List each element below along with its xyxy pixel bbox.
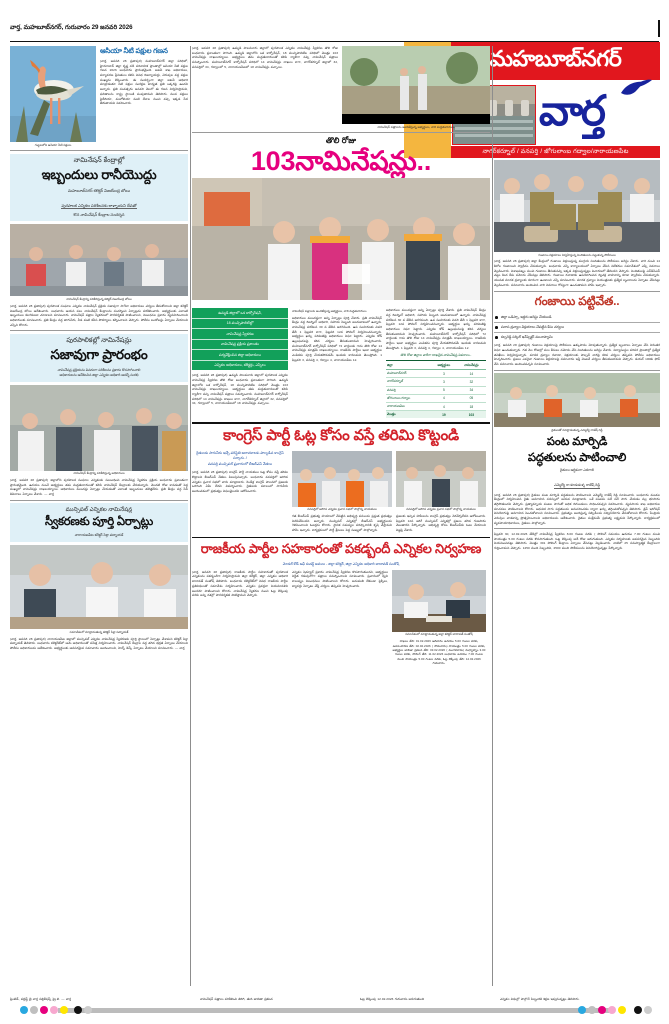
divider	[10, 500, 188, 501]
banner1-sub1: రైతులకు సాగునీరు ఇచ్చే పరిస్థితి అరాచకాలకు పాల్పడిన కాంగ్రెస్ సర్కారు..!	[196, 450, 284, 460]
divider	[192, 132, 490, 133]
banner2-rule	[192, 537, 490, 538]
divider	[10, 150, 188, 151]
story3-kicker: పురపాలికల్లో నామినేషన్లు	[66, 336, 132, 344]
center-top-photo	[342, 46, 490, 124]
center-body-c: అధికారులు ముందస్తుగా అన్ని ఏర్పాట్లు పూర్తి చేశారు. ప్రతి నామినేషన్ కేంద్రం వద్ద రిటర్నింగ్ అధికారి, సహాయ సిబ్బంది అందుబాటులో ఉన్నారు. నామినేషన్ల పరిశీలన 30 వ తేదీన జరగనుంది. ఉప సంహరణకు చివరి తేదీ 1 ఫిబ్రవరి కాగా, ఫిబ్రవరి 12న పోలింగ్ నిర్వహించనున్నారు. అభ్యర్థుల ఖర్చు పరిమితిపై అధికారులు నిఘా పెట్టారు. ఎన్నికల కోడ్ ఉల్లంఘనలపై కఠిన చర్యలు తీసుకుంటామని హెచ్చరించారు. మహబూబ్‌నగర్ కార్పోరేషన్ పరిధిలో 72 వార్డులకు గాను తొలి రోజు 14 నామినేషన్లు మాత్రమే దాఖలయ్యాయి. రాజకీయ పార్టీలు ఇంకా అభ్యర్థుల ఎంపికను పూర్తి చేయకపోవడమే ఇందుకు కారణమని తెలుస్తోంది. 1 ఫిబ్రవరి 3, వనపర్తి 4, గద్వాల 4, నారాయణపేట 12.	[386, 308, 486, 350]
dateline: వార్త, మహబూబ్‌నగర్, గురువారం 29 జనవరి 2026	[10, 24, 133, 31]
cell-district: నాగర్‌కర్నూల్	[386, 378, 431, 386]
story4-photo	[10, 545, 188, 629]
banner1-photo2-caption: వనపర్తిలో జరిగిన ఎన్నికల ప్రచార సభలో పాల్గొన్న నాయకులు	[406, 507, 476, 512]
farm-headline-l2: పద్ధతులను పాటించాలి	[527, 451, 627, 464]
cell-candidates: 3	[431, 370, 457, 378]
banner1-photo-art	[292, 451, 392, 507]
story2-photo-art	[10, 224, 188, 296]
banner1-photo	[292, 451, 392, 507]
center-body-a: (వార్త, జనవరి 28 ప్రతాపుర) ఉమ్మడి పాలమూరు జిల్లాలో పురపాలక ఎన్నికల నామినేషన్ల స్వీకరణ తొలి రోజు బుధవారం ప్రశాంతంగా సాగింది. ఉమ్మడి జిల్లాలోని ఒక కార్పోరేషన్, 18 మున్సిపాలిటీల పరిధిలో మొత్తం 103 నామినేషన్లు దాఖలయ్యాయి. అభ్యర్థులు తమ మద్దతుదారులతో కలిసి ర్యాలీగా వచ్చి నామినేషన్ పత్రాలు సమర్పించారు. మహబూబ్‌నగర్ కార్పోరేషన్ పరిధిలో 14 నామినేషన్లు దాఖలు కాగా, నాగర్‌కర్నూల్ జిల్లాలో 32, వనపర్తిలో 34, గద్వాలలో 5, నారాయణపేటలో 18 నామినేషన్లు వచ్చాయి.	[192, 373, 288, 406]
banner2-photo-art	[392, 570, 486, 632]
black-dot-icon	[74, 1006, 82, 1014]
cell-district: నారాయణపేట	[386, 402, 431, 410]
table-row	[386, 378, 486, 386]
banner1-rule	[192, 422, 490, 423]
banner2-body-a: (వార్త, జనవరి 28 ప్రతాపుర) రాజకీయ పార్టీల సహకారంతో పురపాలక ఎన్నికలను పకడ్బందీగా నిర్వహిస్తామని జిల్లా కలెక్టర్, జిల్లా ఎన్నికల అధికారి బాదావత్ సంతోష్ తెలిపారు. బుధవారం కలెక్టరేట్‌లో వివిధ రాజకీయ పార్టీల ప్రతినిధులతో సమావేశం నిర్వహించారు. ఎన్నికల ప్రవర్తనా నియమావళిని అందరూ పాటించాలని కోరారు. నామినేషన్ల స్వీకరణ నుంచి ఓట్ల లెక్కింపు వరకు అన్ని దశల్లో పారదర్శకత పాటిస్తామని చెప్పారు.	[192, 569, 288, 598]
story2-sub1: మహబూబ్‌నగర్ కలెక్టర్ విజయేంద్ర బోయి	[67, 187, 131, 193]
greenbox-line-2: నామినేషన్ల స్వీకరణ	[192, 329, 288, 340]
banner2-body-b: ఎన్నికల షెడ్యూల్ ప్రకారం నామినేషన్ల స్వీకరణ కొనసాగుతుందని, అభ్యర్థులు నిర్ణీత గడువులోగా పత్రాలు సమర్పించాలని సూచించారు. ప్రచారంలో ధ్వని కాలుష్యం నిబంధనలు పాటించాలని కోరారు. అనుమతి లేకుండా ఫ్లెక్సీలు, బ్యానర్లు ఏర్పాటు చేస్తే చర్యలు తప్పవని హెచ్చరించారు.	[292, 569, 388, 588]
table-row	[386, 386, 486, 394]
cell-nominations: 34	[457, 386, 486, 394]
story2-kicker: నామినేషన్ కేంద్రాల్లో	[73, 156, 125, 164]
story3-block	[10, 334, 188, 382]
cell-district: జోగులాంబ గద్వాల	[386, 394, 431, 402]
stork-photo-art	[10, 46, 96, 142]
masthead-district: మహబూబ్‌నగర్	[489, 45, 622, 71]
center-headline: 103నామినేషన్లు..	[250, 145, 432, 176]
farm-tail: ఫిబ్రవరి 30, 12.02.2026 తేదీల్లో నామినేషన్ల స్వీకరణ 8.00 గంటల వరకు ( పోలింగ్ సమయం ఉదయం 7.00 గంటల నుంచి సాయంత్రం 5.00 గంటల వరకు కొనసాగుతుంది. ఓట్ల లెక్కింపు అదే రోజు జరుగుతుంది. ఎన్నికల నిర్వహణకు అవసరమైన సిబ్బందిని నియమించినట్లు తెలిపారు. మొత్తం 301 పోలింగ్ కేంద్రాలు ఏర్పాటు చేసినట్లు వెల్లడించారు. వాటిలో 25 సమస్యాత్మక కేంద్రాలుగా గుర్తించామని చెప్పారు. 1250 మంది సిబ్బందిని, 2500 మంది పోలీసులను వినియోగిస్తున్నట్లు పేర్కొన్నారు.	[494, 531, 660, 551]
table-total-row	[386, 411, 486, 419]
greenbox-line-1: 18 మున్సిపాలిటీల్లో	[192, 319, 288, 330]
ganja-bullet: జిల్లా ఒడిస్సా, ఇద్దరు అరెస్టు చేయబడి	[494, 313, 660, 323]
cell-district: మహబూబ్‌నగర్	[386, 370, 431, 378]
light-magenta-dot-icon-right	[608, 1006, 616, 1014]
black-dot-icon-right	[634, 1006, 642, 1014]
story3-body: (వార్త, జనవరి 28 ప్రతాపుర) జిల్లాలోని పురపాలక సంఘాల ఎన్నికలకు సంబంధించి నామినేషన్ల స్వీకరణ ప్రక్రియ బుధవారం ప్రశాంతంగా ప్రారంభమైంది. ఉదయం నుంచే అభ్యర్థులు తమ మద్దతుదారులతో కలిసి నామినేషన్ కేంద్రాలకు చేరుకున్నారు. మొదటి రోజు కావడంతో పెద్ద సంఖ్యలో నామినేషన్లు దాఖలయ్యాయి. అధికారులు ముందస్తు ఏర్పాట్లు చేయడంతో ఎలాంటి ఇబ్బందులు తలెత్తలేదు. ప్రతి కేంద్రం వద్ద సీసీ కెమెరాలు ఏర్పాటు చేశారు. — వార్త	[10, 478, 188, 497]
story4-block	[10, 503, 188, 542]
cmyk-registration-bar	[0, 1006, 669, 1014]
divider	[494, 291, 660, 292]
cell-nominations: 18	[457, 402, 486, 410]
ganja-bullets	[494, 313, 660, 341]
story4-photo-art	[10, 545, 188, 629]
right-column	[494, 160, 660, 551]
center-body-b: అధికారులు ముందస్తుగా అన్ని ఏర్పాట్లు పూర్తి చేశారు. ప్రతి నామినేషన్ కేంద్రం వద్ద రిటర్నింగ్ అధికారి, సహాయ సిబ్బంది అందుబాటులో ఉన్నారు. నామినేషన్ల పరిశీలన 30 వ తేదీన జరగనుంది. ఉప సంహరణకు చివరి తేదీ 1 ఫిబ్రవరి కాగా, ఫిబ్రవరి 12న పోలింగ్ నిర్వహించనున్నారు. అభ్యర్థుల ఖర్చు పరిమితిపై అధికారులు నిఘా పెట్టారు. ఎన్నికల కోడ్ ఉల్లంఘనలపై కఠిన చర్యలు తీసుకుంటామని హెచ్చరించారు. మహబూబ్‌నగర్ కార్పోరేషన్ పరిధిలో 72 వార్డులకు గాను తొలి రోజు 14 నామినేషన్లు మాత్రమే దాఖలయ్యాయి. రాజకీయ పార్టీలు ఇంకా అభ్యర్థుల ఎంపికను పూర్తి చేయకపోవడమే ఇందుకు కారణమని తెలుస్తోంది. 1 ఫిబ్రవరి 3, వనపర్తి 4, గద్వాల 4, నారాయణపేట 12.	[292, 315, 382, 362]
story1-headline: ఆసియా నీటి పక్షుల గణన	[100, 46, 168, 55]
table-header-row	[386, 362, 486, 370]
folio-mark	[658, 20, 660, 37]
cyan-dot-icon-right	[578, 1006, 586, 1014]
story3-photo	[10, 385, 188, 471]
story2-block	[10, 154, 188, 222]
footer-far-right: ఎన్నికల విధుల్లో పాల్గొనే సిబ్బందికి శిక్షణ ఇవ్వనున్నట్లు తెలిపారు.	[500, 997, 580, 1002]
story4-sub1: నారాయణపేట కలెక్టర్ సిక్తా పట్నాయక్	[74, 533, 124, 538]
banner1	[192, 427, 490, 448]
cell-candidates: 4	[431, 402, 457, 410]
magenta-dot-icon	[40, 1006, 48, 1014]
gray-dot-icon-right	[588, 1006, 596, 1014]
story3-photo-art	[10, 385, 188, 471]
farm-meeting-photo	[494, 373, 660, 427]
cell-total-label: మొత్తం	[386, 411, 431, 419]
center-headline-kicker: తొలి రోజు	[325, 135, 357, 145]
police-seizure-photo	[494, 160, 660, 252]
banner2-photo	[392, 570, 486, 632]
footer-right: ఓట్ల లెక్కింపు 12.02.2026 గురువారం జరుగుతుంది	[360, 997, 425, 1002]
ganja-bullet: కల్పరెడ్డి సర్కిల్ ఇన్‌స్పెక్టర్ మునాస్వామి	[494, 333, 660, 342]
light-black-dot-icon	[84, 1006, 92, 1014]
cell-total-candidates: 19	[431, 411, 457, 419]
banner2-headline: రాజకీయ పార్టీల సహకారంతో పకడ్బందీ ఎన్నికల నిర్వహణ	[200, 541, 482, 557]
story2-headline: ఇబ్బందులు రానీయొద్దు	[41, 166, 157, 182]
nomination-photo-art	[192, 178, 490, 300]
banner1-body-b: గత బీఆర్ఎస్ ప్రభుత్వ హయాంలో చేపట్టిన అభివృద్ధి పనులను ప్రస్తుత ప్రభుత్వం నిలిపివేసిందని అన్నారు. మున్సిపల్ ఎన్నికల్లో బీఆర్ఎస్ అభ్యర్థులను గెలిపించాలని ఓటర్లను కోరారు. స్థానిక సమస్యల పరిష్కారానికి కృషి చేస్తామని హామీ ఇచ్చారు. కార్యక్రమంలో పార్టీ శ్రేణులు పెద్ద సంఖ్యలో పాల్గొన్నారు.	[292, 514, 392, 533]
registration-gray-bar	[58, 1008, 611, 1013]
light-magenta-dot-icon	[50, 1006, 58, 1014]
nominations-table-caption: తొలి రోజు జిల్లాల వారీగా దాఖలైన నామినేషన్ల వివరాలు..	[386, 353, 486, 361]
divider	[494, 370, 660, 371]
ganja-bullet: పలాస ద్రవ్యాల విక్రయాలు చేపట్టిన కేసు చర్యలు	[494, 323, 660, 333]
center-column	[192, 46, 490, 666]
banner1-photo2-art	[396, 451, 486, 507]
police-photo-caption: గంజాయి విక్రయాలు నిర్వహిస్తున్న నిందితులను పట్టుకున్న పోలీసులు	[538, 252, 616, 257]
divider	[494, 528, 660, 529]
story4-photo-caption: సమావేశంలో మాట్లాడుతున్న కలెక్టర్ సిక్తా పట్నాయక్	[69, 629, 129, 634]
story2-sub3: కొన నామినేషన్ కేంద్రాల సందర్శన	[73, 211, 125, 217]
th-district: జిల్లా	[386, 362, 431, 370]
left-column	[10, 46, 188, 651]
masthead-editions: నాగర్‌కర్నూల్ / వనపర్తి / జోగులాంబ గద్వాల/నారాయణపేట	[451, 146, 660, 158]
th-candidates: అభ్యర్థులు	[431, 362, 457, 370]
ganja-body: (వార్త, జనవరి 28 ప్రతాపుర) గంజాయి విక్రయాలపై పోలీసులు ఉక్కుపాదం మోపుతున్నారు. ప్రత్యేక బృందాలు ఏర్పాటు చేసి నిరంతర నిఘా ఉంచుతున్నారు. గత నెల రోజుల్లో పలు కేసులు నమోదు చేసి నిందితులను అరెస్టు చేశారు. విద్యాసంస్థల పరిసర ప్రాంతాల్లో ప్రత్యేక తనిఖీలు నిర్వహిస్తున్నారు. మాదక ద్రవ్యాల రవాణా, విక్రయాలకు పాల్పడే వారిపై కఠిన చర్యలు తప్పవని పోలీసు అధికారులు హెచ్చరించారు. ప్రజలు ఎవరైనా గంజాయి విక్రయాలపై సమాచారం ఇస్తే వెంటనే చర్యలు తీసుకుంటామని చెప్పారు. డయల్ 100కు ఫోన్ చేసి సమాచారం అందించవచ్చని సూచించారు.	[494, 343, 660, 367]
greenbox-line-3: నామినేషన్ల ప్రక్రియ ప్రశాంతం	[192, 340, 288, 351]
farm-body: (వార్త, జనవరి 28 ప్రతాపుర) రైతులు పంట మార్పిడి పద్ధతులను పాటించాలని ఎమ్మెల్యే రాజేష్ రెడ్డి సూచించారు. బుధవారం మండల కేంద్రంలో నిర్వహించిన రైతు అవగాహన సదస్సులో ఆయన మాట్లాడారు. ఒకే పంటను పదే పదే సాగు చేయడం వల్ల భూసారం తగ్గిపోతుందని చెప్పారు. ప్రత్యామ్నాయ పంటల సాగుతో అధిక దిగుబడులు సాధించవచ్చని వివరించారు. వ్యవసాయ శాఖ అధికారుల సూచనలు పాటించాలని కోరారు. ఆధునిక సాగు పద్ధతులను అనుసరించడం ద్వారా ఖర్చు తగ్గించుకోవచ్చని తెలిపారు. డ్రిప్ ఇరిగేషన్ వినియోగంపై అవగాహన పెంచుకోవాలని సూచించారు. ప్రభుత్వం అందిస్తున్న సబ్సిడీలను సద్వినియోగం చేసుకోవాలని కోరారు. సేంద్రియ ఎరువుల వాడకాన్ని ప్రోత్సహించాలని అధికారులను ఆదేశించారు. రైతుల సంక్షేమమే ప్రభుత్వ లక్ష్యమని పేర్కొన్నారు. కార్యక్రమంలో వ్యవసాయాధికారులు, రైతులు పాల్గొన్నారు.	[494, 492, 660, 525]
footer-left: ప్రింటెడ్, పబ్లిష్డ్ బై వార్త పబ్లికేషన్స్ ప్రై.లి. — వార్త	[10, 997, 72, 1002]
farm-photo-caption: రైతులతో మాట్లాడుతున్న ఎమ్మెల్యే రాజేష్ రెడ్డి	[551, 427, 603, 432]
yellow-dot-icon	[60, 1006, 68, 1014]
banner1-photo-caption: వనపర్తిలో జరిగిన ఎన్నికల ప్రచార సభలో పాల్గొన్న నాయకులు	[307, 507, 377, 512]
cyan-dot-icon	[20, 1006, 28, 1014]
banner2-sub: మోడల్ కోడ్ ఆఫ్ కండక్ట్ అమలు - జిల్లా కలెక్టర్, జిల్లా ఎన్నికల అధికారి బాదావత్ సంతోష్	[282, 561, 400, 566]
cell-nominations: 32	[457, 378, 486, 386]
story3-sub1: నామినేషన్ల ప్రక్రియను వివరంగా పరిశీలనం ప్రకారం కొనసాగించాలి	[57, 367, 141, 372]
farm-sub2: ఎమ్మెల్యే రా.కూడుకుళ్ళ రాజేష్ రెడ్డి	[554, 483, 600, 489]
light-black-dot-icon-right	[644, 1006, 652, 1014]
banner1-headline: కాంగ్రెస్ పార్టీ ఓట్ల కోసం వస్తే తరిమి కొట్టండి	[223, 426, 459, 444]
nomination-photo	[192, 178, 490, 300]
banner1-sub2: వనపర్తి మున్సిపల్ ప్రచారంలో బీఆర్ఎస్ నేతలు	[208, 462, 272, 467]
green-highlight-box	[192, 308, 288, 370]
footer-mid: నామినేషన్ పత్రాలు పరిశీలించి తిరిగి, తుది జాబితా ప్రకటన	[200, 997, 273, 1002]
story4-body: (వార్త, జనవరి 28 ప్రతాపుర) నారాయణపేట జిల్లాలో మున్సిపల్ ఎన్నికల నామినేషన్ల స్వీకరణకు పూర్తి స్థాయిలో ఏర్పాట్లు చేశామని కలెక్టర్ సిక్తా పట్నాయక్ తెలిపారు. బుధవారం కలెక్టరేట్‌లో ఆమె అధికారులతో సమీక్ష నిర్వహించారు. నామినేషన్ కేంద్రాల వద్ద తగిన భద్రత ఏర్పాటు చేయాలని పోలీసు అధికారులను ఆదేశించారు. అభ్యర్థులకు అవసరమైన సమాచారం అందించాలని, హెల్ప్ డెస్క్ ఏర్పాటు చేయాలని సూచించారు. — వార్త	[10, 636, 188, 651]
cell-district: వనపర్తి	[386, 386, 431, 394]
banner2-schedule: దాఖలు తేది: 01.02.2026 ఆదివారం ఉదయం 5.00 గంటల వరకు, ఉపసంహరణ తేది: 02.02.2026 ( సోమవారం) సాయంత్రం 5.00 గంటల వరకు, అభ్యర్థుల జాబితా ప్రకటన తేది: 03.02.2026 ( మంగళవారం) మధ్యాహ్నం 3.00 గంటల వరకు, పోలింగ్ తేది: 11.02.2026 బుధవారం ఉదయం 7.00 గంటల నుంచి సాయంత్రం 5.00 గంటల వరకు, ఓట్ల లెక్కింపు తేది: 12.02.2026 గురువారం.	[392, 639, 486, 666]
cell-total-nominations: 103	[457, 411, 486, 419]
story2-body: (వార్త, జనవరి 28 ప్రతాపుర) పురపాలక సంఘాల ఎన్నికల నామినేషన్ ప్రక్రియ సజావుగా సాగేలా అధికారులు చర్యలు తీసుకోవాలని జిల్లా కలెక్టర్ విజయేంద్ర బోయి ఆదేశించారు. బుధవారం ఆయన పలు నామినేషన్ కేంద్రాలను సందర్శించి ఏర్పాట్లను పరిశీలించారు. అభ్యర్థులకు ఎలాంటి ఇబ్బందులు కలగకుండా చూడాలని సూచించారు. నామినేషన్ పత్రాల స్వీకరణలో పారదర్శకత పాటించాలని, నిబంధనల ప్రకారం వ్యవహరించాలని అధికారులకు సూచించారు. ప్రతి కేంద్రం వద్ద తాగునీరు, నీడ వంటి కనీస సౌకర్యాలు కల్పించాలని చెప్పారు. పోలీసు బందోబస్తు ఏర్పాటు చేయాలని ఎస్పీని కోరారు.	[10, 303, 188, 327]
story3-headline: సజావుగా ప్రారంభం	[50, 346, 148, 362]
farm-sub1: రైతులు ఆర్థికంగా ఎదగాలి	[559, 467, 595, 472]
th-nominations: నామినేషన్లు	[457, 362, 486, 370]
banner1-body-a: (వార్త, జనవరి 28 ప్రతాపుర) కాంగ్రెస్ పార్టీ నాయకులు ఓట్ల కోసం వస్తే తరిమి కొట్టాలని బీఆర్ఎస్ నేతలు పిలుపునిచ్చారు. బుధవారం వనపర్తిలో జరిగిన ఎన్నికల ప్రచార సభలో వారు మాట్లాడారు. రెండేళ్ల కాంగ్రెస్ పాలనలో ప్రజలకు ఒరిగింది ఏమీ లేదని విమర్శించారు. రైతులకు సకాలంలో సాగునీరు అందించడంలో ప్రభుత్వం విఫలమైందని ఆరోపించారు.	[192, 470, 288, 494]
column-rule-2	[492, 46, 493, 986]
greenbox-line-5: ఎన్నికల అధికారులు, కలెక్టర్లు, ఎస్పీలు	[214, 363, 266, 368]
table-row	[386, 394, 486, 402]
farm-photo-art	[494, 373, 660, 427]
story4-kicker: మున్సిపల్ ఎన్నికల నామినేషన్ల	[65, 507, 133, 514]
greenbox-line-4: పర్యవేక్షించిన జిల్లా అధికారులు	[192, 350, 288, 361]
farm-headline-l1: పంట మార్పిడి	[546, 435, 608, 448]
right-top-body: (వార్త, జనవరి 28 ప్రతాపుర) జిల్లా కేంద్రంలో గంజాయి విక్రయిస్తున్న ముగ్గురు నిందితులను పోలీసులు అరెస్టు చేశారు. వారి నుంచి 14 కిలోల గంజాయిని స్వాధీనం చేసుకున్నారు. బుధవారం ఎస్పీ కార్యాలయంలో ఏర్పాటు చేసిన విలేకరుల సమావేశంలో ఎస్పీ వివరాలు వెల్లడించారు. విశాఖపట్నం నుంచి గంజాయి తీసుకువచ్చి ఇక్కడ విక్రయిస్తున్నట్లు విచారణలో తేలిందని చెప్పారు. నిందితులపై ఎన్‌డీపీఎస్ చట్టం కింద కేసు నమోదు చేసినట్లు తెలిపారు. గంజాయి రవాణాకు ఉపయోగించిన ద్విచక్ర వాహనాన్ని కూడా స్వాధీనం చేసుకున్నారు. యువత మాదక ద్రవ్యాలకు దూరంగా ఉండాలని ఎస్పీ సూచించారు. మాదక ద్రవ్యాల నియంత్రణకు ప్రత్యేక బృందాలను ఏర్పాటు చేసినట్లు వెల్లడించారు. సమాచారం అందించిన వారి వివరాలు గోప్యంగా ఉంచుతామని హామీ ఇచ్చారు.	[494, 259, 660, 287]
masthead-title: వార్త	[539, 87, 604, 134]
stork-photo-caption: గుట్టలలోని ఆసియా నీటి పక్షులు	[34, 142, 72, 147]
table-row	[386, 402, 486, 410]
divider	[10, 330, 188, 331]
story3-sub2: అధికారులను ఆదేశించిన జిల్లా ఎన్నికల అధికారి ఆదర్శ్ సురభి	[59, 372, 139, 377]
cell-candidates: 5	[431, 386, 457, 394]
gray-dot-icon	[30, 1006, 38, 1014]
ganja-headline: గంజాయి పట్టివేత..	[534, 294, 620, 309]
story4-headline: స్వీకరణకు పూర్తి ఏర్పాట్లు	[44, 516, 154, 529]
police-photo-art	[494, 160, 660, 252]
story2-photo-caption: నామినేషన్ కేంద్రాన్ని పరిశీలిస్తున్న కలెక్టర్ విజయేంద్ర బోయి	[66, 296, 132, 301]
story2-photo	[10, 224, 188, 296]
dove-logo-icon	[619, 79, 653, 99]
center-mid-caption: నామినేషన్ పత్రాలను అందజేస్తున్న అభ్యర్థులు, వారి మద్దతుదారులు	[292, 308, 367, 313]
center-top-photo-art	[342, 46, 490, 124]
cell-nominations: 14	[457, 370, 486, 378]
story2-sub2: పురపాలక ఎన్నికల పరిశీలనకు కాళ్ళాయని దేవతో	[61, 202, 137, 208]
banner2-photo-caption: సమావేశంలో మాట్లాడుతున్న జిల్లా కలెక్టర్ బాదావత్ సంతోష్	[405, 632, 473, 637]
banner1-photo2	[396, 451, 486, 507]
cell-candidates: 4	[431, 394, 457, 402]
cell-candidates: 3	[431, 378, 457, 386]
story1-body: (వార్త, జనవరి 28 ప్రతాపుర) మహబూబ్‌నగర్ జిల్లా పరిధిలో, హైదరాబాద్ జిల్లా కృష్ణ నదీ పరివాహక ప్రాంతాల్లో ఆసియా నీటి పక్షుల గణన 2026 బుధవారం ప్రారంభమైంది. అటవీ శాఖ అధికారులు, పర్యావరణ ప్రేమికులు కలిసి వివిధ రిజర్వాయర్లు, చెరువుల వద్ద పక్షుల సంఖ్యను లెక్కించారు. ఈ సందర్భంగా జిల్లా అటవీ అధికారి మాట్లాడుతూ నీటి పక్షుల సంరక్షణ బాధ్యత ప్రతి ఒక్కరిపై ఉందని అన్నారు. ప్రతి సంవత్సరం జనవరి నెలలో ఈ గణన నిర్వహిస్తామని, ఫలితాలను రాష్ట్ర స్థాయికి పంపుతామని తెలిపారు. వలస పక్షులు సైబీరియా, మంగోలియా వంటి దేశాల నుంచి వచ్చి ఇక్కడ సేద తీరుతాయని వివరించారు.	[100, 59, 188, 106]
story3-photo-caption: నామినేషన్ కేంద్రాన్ని పరిశీలిస్తున్న అధికారులు	[73, 471, 125, 476]
masthead-title-wrap	[539, 82, 659, 144]
center-top-filler: (వార్త, జనవరి 28 ప్రతాపుర) ఉమ్మడి పాలమూరు జిల్లాలో పురపాలక ఎన్నికల నామినేషన్ల స్వీకరణ తొలి రోజు బుధవారం ప్రశాంతంగా సాగింది. ఉమ్మడి జిల్లాలోని ఒక కార్పోరేషన్, 18 మున్సిపాలిటీల పరిధిలో మొత్తం 103 నామినేషన్లు దాఖలయ్యాయి. అభ్యర్థులు తమ మద్దతుదారులతో కలిసి ర్యాలీగా వచ్చి నామినేషన్ పత్రాలు సమర్పించారు. మహబూబ్‌నగర్ కార్పోరేషన్ పరిధిలో 14 నామినేషన్లు దాఖలు కాగా, నాగర్‌కర్నూల్ జిల్లాలో 32, వనపర్తిలో 34, గద్వాలలో 5, నారాయణపేటలో 18 నామినేషన్లు వచ్చాయి.	[192, 46, 338, 69]
nominations-table	[386, 353, 486, 418]
center-top-photo-caption: నామినేషన్ పత్రాలను అందజేస్తున్న అభ్యర్థులు, వారి మద్దతుదారులు	[377, 124, 455, 129]
cell-nominations: 05	[457, 394, 486, 402]
column-rule-1	[190, 46, 191, 986]
nomination-photo-caption	[192, 300, 490, 307]
magenta-dot-icon-right	[598, 1006, 606, 1014]
yellow-dot-icon-right	[618, 1006, 626, 1014]
table-row	[386, 370, 486, 378]
stork-photo	[10, 46, 96, 142]
greenbox-line-0: ఉమ్మడి జిల్లాలో ఒక కార్పోరేషన్,	[192, 308, 288, 319]
banner1-body-c: ప్రజలకు ఇచ్చిన హామీలను కాంగ్రెస్ ప్రభుత్వం నెరవేర్చలేదని ఆరోపించారు. ఫిబ్రవరి 12న జరిగే మున్సిపల్ ఎన్నికల్లో ప్రజలు తగిన గుణపాఠం చెబుతారని పేర్కొన్నారు. అభివృద్ధి కోసం బీఆర్ఎస్‌కు ఓటు వేయాలని విజ్ఞప్తి చేశారు.	[396, 514, 486, 533]
banner2	[192, 541, 490, 567]
